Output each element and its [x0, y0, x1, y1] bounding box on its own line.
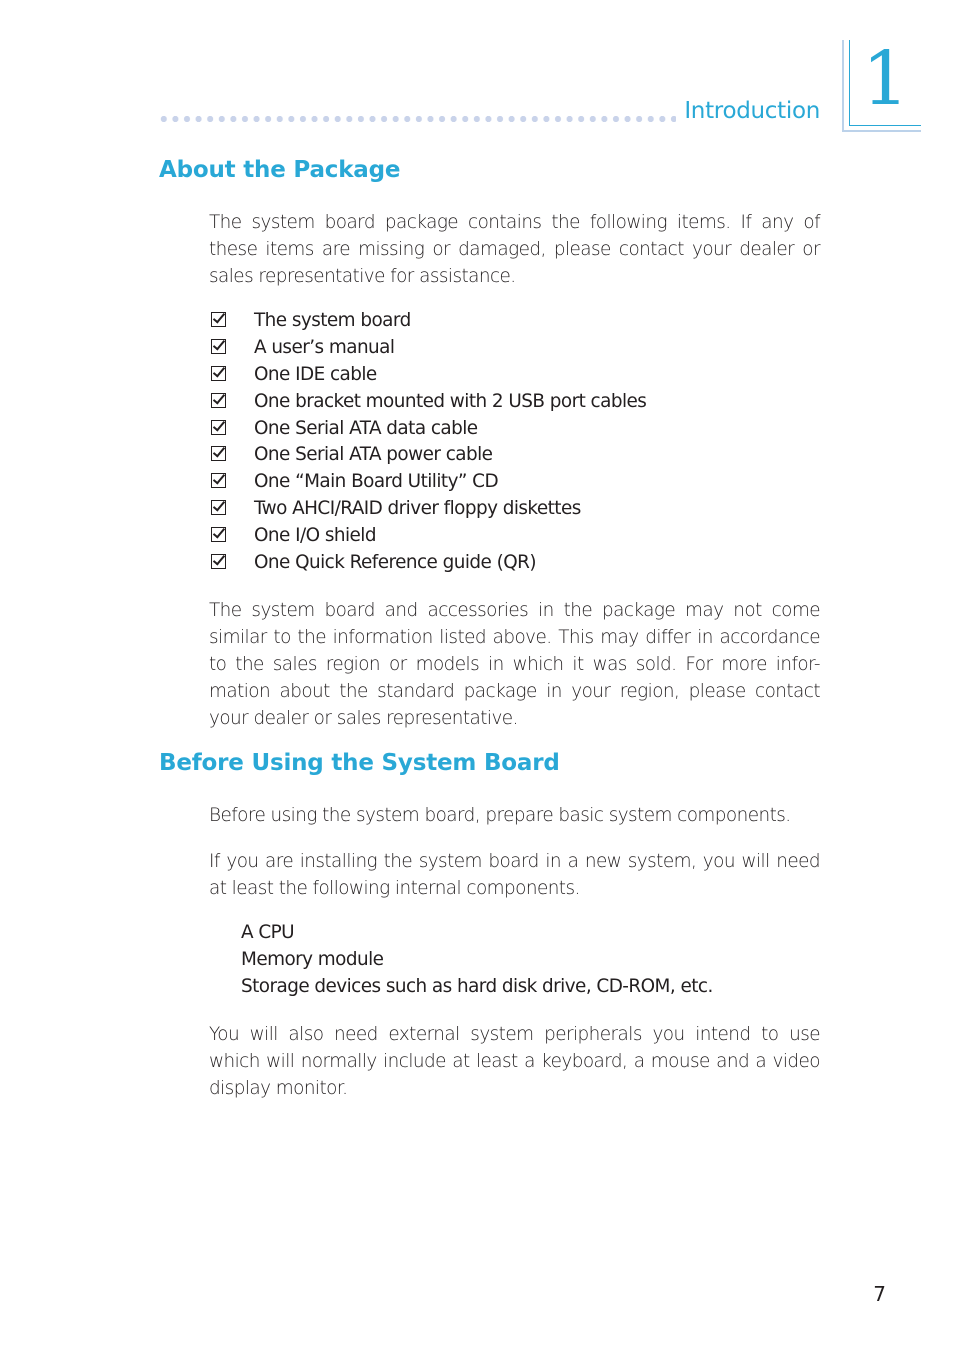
- heading-before-using: Before Using the System Board: [159, 750, 560, 776]
- package-intro-paragraph: The system board package contains the following items. If any of these items are missing or damaged, please contact your dealer or sales representative for assistance.: [209, 212, 820, 287]
- section-label: Introduction: [684, 98, 820, 124]
- list-item-label: One Quick Reference guide (QR): [254, 552, 536, 574]
- external-peripherals-paragraph: You will also need external system peripherals you intend to use which will normally include at least a keyboard, a mouse and a video display monitor.: [209, 1024, 820, 1099]
- list-item-label: Two AHCI/RAID driver floppy diskettes: [254, 498, 581, 520]
- list-item: [209, 362, 646, 389]
- chapter-marker: [842, 36, 921, 132]
- checkbox-checked-icon: [211, 339, 226, 354]
- list-item: Memory module: [241, 949, 384, 970]
- list-item-label: The system board: [254, 310, 411, 331]
- internal-components-list: [241, 919, 713, 1000]
- checkbox-checked-icon: [211, 420, 226, 435]
- list-item: [209, 308, 646, 335]
- chapter-marker-line: [849, 125, 921, 126]
- checkbox-checked-icon: [211, 473, 226, 488]
- checkbox-checked-icon: [211, 527, 226, 542]
- list-item: [209, 389, 646, 416]
- prepare-components-paragraph: Before using the system board, prepare basic system components.: [209, 805, 791, 826]
- internal-components-paragraph: If you are installing the system board in a new system, you will need at least the following internal components.: [209, 851, 820, 899]
- checkbox-checked-icon: [211, 500, 226, 515]
- chapter-marker-line: [849, 40, 850, 126]
- heading-about-package: About the Package: [159, 157, 401, 183]
- list-item: [209, 496, 646, 523]
- list-item: [209, 469, 646, 496]
- list-item: [209, 416, 646, 443]
- list-item: [209, 523, 646, 550]
- list-item-label: One bracket mounted with 2 USB port cables: [254, 390, 647, 412]
- list-item: [209, 550, 646, 577]
- header-dotted-rule: [158, 115, 676, 123]
- list-item-label: One I/O shield: [254, 525, 376, 547]
- package-contents-list: [209, 308, 646, 577]
- package-note-paragraph: The system board and accessories in the package may not come similar to the information listed above. This may differ in accordance to the sales region or models in which it was sold. For more infor-mation about the standard package in your region, please contact your dealer or sales representative.: [209, 600, 820, 729]
- list-item: [209, 335, 646, 362]
- list-item-label: One Serial ATA power cable: [254, 444, 493, 466]
- list-item: A CPU: [241, 922, 295, 943]
- list-item-label: One Serial ATA data cable: [254, 417, 478, 439]
- page-number: 7: [873, 1282, 886, 1306]
- list-item: [209, 442, 646, 469]
- list-item-label: A user’s manual: [254, 336, 395, 358]
- list-item: Storage devices such as hard disk drive, CD-ROM, etc.: [241, 976, 713, 997]
- checkbox-checked-icon: [211, 446, 226, 461]
- checkbox-checked-icon: [211, 312, 226, 327]
- list-item-label: One IDE cable: [254, 363, 377, 385]
- chapter-marker-line: [842, 130, 921, 132]
- chapter-number: 1: [862, 36, 910, 122]
- list-item-label: One “Main Board Utility” CD: [254, 471, 499, 493]
- checkbox-checked-icon: [211, 366, 226, 381]
- checkbox-checked-icon: [211, 393, 226, 408]
- chapter-marker-line: [842, 40, 844, 132]
- checkbox-checked-icon: [211, 554, 226, 569]
